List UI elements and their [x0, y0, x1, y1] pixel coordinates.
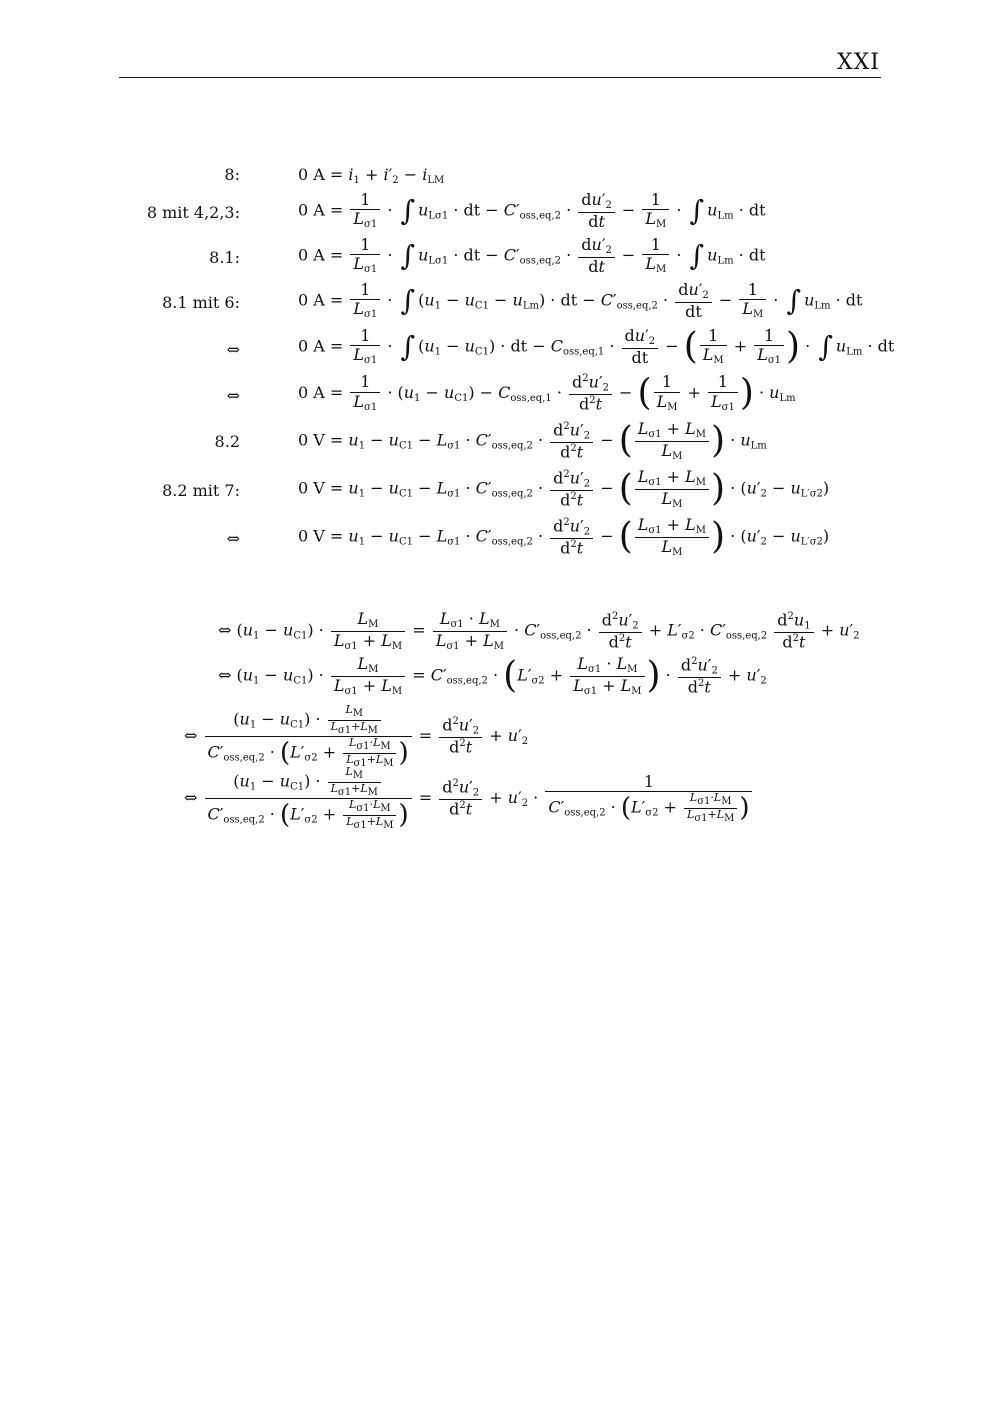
equation: 0 A = $\frac{1}{L_{\sigma 1}}$ · ∫ $u_{L\sigma 1}$ · dt − $C'_{oss,eq,2}$ · $\frac{du'_2}{dt}$ − $\frac{1}{L_M}$ · ∫ $u_{Lm}$ · dt — [298, 190, 766, 231]
derivation-line: ⇔ $(u_1 - u_{C1})$ · $\frac{L_M}{L_{\sigma 1} + L_M}$ = $\frac{L_{\sigma 1} \cdot L_M}{L_{\sigma 1} + L_M}$ · $C'_{oss,eq,2}$ · $\frac{d^2u'_2}{d^2t}$ + $L'_{\sigma 2} \cdot C'_{oss,eq,2}$ $\frac{d^2u_1}{d^2t}$ + $u'_2$ — [218, 609, 860, 652]
equation: 0 A = $\frac{1}{L_{\sigma 1}}$ · ∫ $(u_1 - u_{C1})$ · dt − $C_{oss,eq,1}$ · $\frac{du'_2}{dt}$ − ( $\frac{1}{L_M}$ + $\frac{1}{L_{\sigma 1}}$ ) · ∫ $u_{Lm}$ · dt — [298, 325, 895, 367]
equation-label: 8: — [224, 165, 240, 184]
equation-label: ⇔ — [226, 340, 240, 359]
equation-label: 8.1: — [209, 248, 240, 267]
page-number: XXI — [836, 50, 880, 75]
derivation-line: ⇔ $(u_1 - u_{C1})$ · $\frac{L_M}{L_{\sigma 1}+L_M}$ $C'_{oss,eq,2} \cdot (L'_{\sigma 2}$ + $\frac{L_{\sigma 1}\cdot L_M}{L_{\sigma 1}+L_M}$ ) = $\frac{d^2u'_2}{d^2t}$ + $u'_2$ — [184, 703, 529, 769]
equation: 0 $A = i_1 + i'_2 - i_{LM}$ — [298, 165, 445, 186]
equation: 0 A = $\frac{1}{L_{\sigma 1}}$ · ∫ $u_{L\sigma 1}$ · dt − $C'_{oss,eq,2}$ · $\frac{du'_2}{dt}$ − $\frac{1}{L_M}$ · ∫ $u_{Lm}$ · dt — [298, 235, 766, 276]
derivation-line: ⇔ $(u_1 - u_{C1})$ · $\frac{L_M}{L_{\sigma 1} + L_M}$ = $C'_{oss,eq,2} \cdot (L'_{\sigma 2}$ + $\frac{L_{\sigma 1} \cdot L_M}{L_{\sigma 1} + L_M}$ ) · $\frac{d^2u'_2}{d^2t}$ + $u'_2$ — [218, 654, 767, 697]
equation-label: 8.2 mit 7: — [162, 481, 240, 500]
derivation-line: ⇔ $(u_1 - u_{C1})$ · $\frac{L_M}{L_{\sigma 1}+L_M}$ $C'_{oss,eq,2} \cdot (L'_{\sigma 2}$ + $\frac{L_{\sigma 1}\cdot L_M}{L_{\sigma 1}+L_M}$ ) = $\frac{d^2u'_2}{d^2t}$ + $u'_2$ · 1 $C'_{oss,eq,2} \cdot (L'_{\sigma 2}$ + $\frac{L_{\sigma 1}\cdot L_M}{L_{\sigma 1}+L_M}$ ) — [184, 766, 754, 831]
equation: 0 $V = u_1 - u_{C1} - L_{\sigma 1} \cdot C'_{oss,eq,2}$ · $\frac{d^2u'_2}{d^2t}$ − ( $\frac{L_{\sigma 1} + L_M}{L_M}$ ) · $(u'_2 - u_{L'\sigma 2})$ — [298, 515, 830, 558]
equation-label: ⇔ — [226, 529, 240, 548]
equation-label: ⇔ — [226, 386, 240, 405]
equation-label: 8.2 — [214, 432, 240, 451]
equation-label: 8.1 mit 6: — [162, 293, 240, 312]
equation: 0 A = $\frac{1}{L_{\sigma 1}}$ · $(u_1 - u_{C1}) - C_{oss,eq,1}$ · $\frac{d^2u'_2}{d^2t}$ − ( $\frac{1}{L_M}$ + $\frac{1}{L_{\sigma 1}}$ ) · $u_{Lm}$ — [298, 372, 796, 414]
equation: 0 $V = u_1 - u_{C1} - L_{\sigma 1} \cdot C'_{oss,eq,2}$ · $\frac{d^2u'_2}{d^2t}$ − ( $\frac{L_{\sigma 1} + L_M}{L_M}$ ) · $u_{Lm}$ — [298, 419, 767, 462]
header-rule — [119, 77, 881, 78]
equation: 0 A = $\frac{1}{L_{\sigma 1}}$ · ∫ $(u_1 - u_{C1} - u_{Lm})$ · dt − $C'_{oss,eq,2}$ · $\frac{du'_2}{dt}$ − $\frac{1}{L_M}$ · ∫ $u_{Lm}$ · dt — [298, 280, 863, 321]
equation: 0 $V = u_1 - u_{C1} - L_{\sigma 1} \cdot C'_{oss,eq,2}$ · $\frac{d^2u'_2}{d^2t}$ − ( $\frac{L_{\sigma 1} + L_M}{L_M}$ ) · $(u'_2 - u_{L'\sigma 2})$ — [298, 467, 830, 510]
equation-label: 8 mit 4,2,3: — [146, 203, 240, 222]
